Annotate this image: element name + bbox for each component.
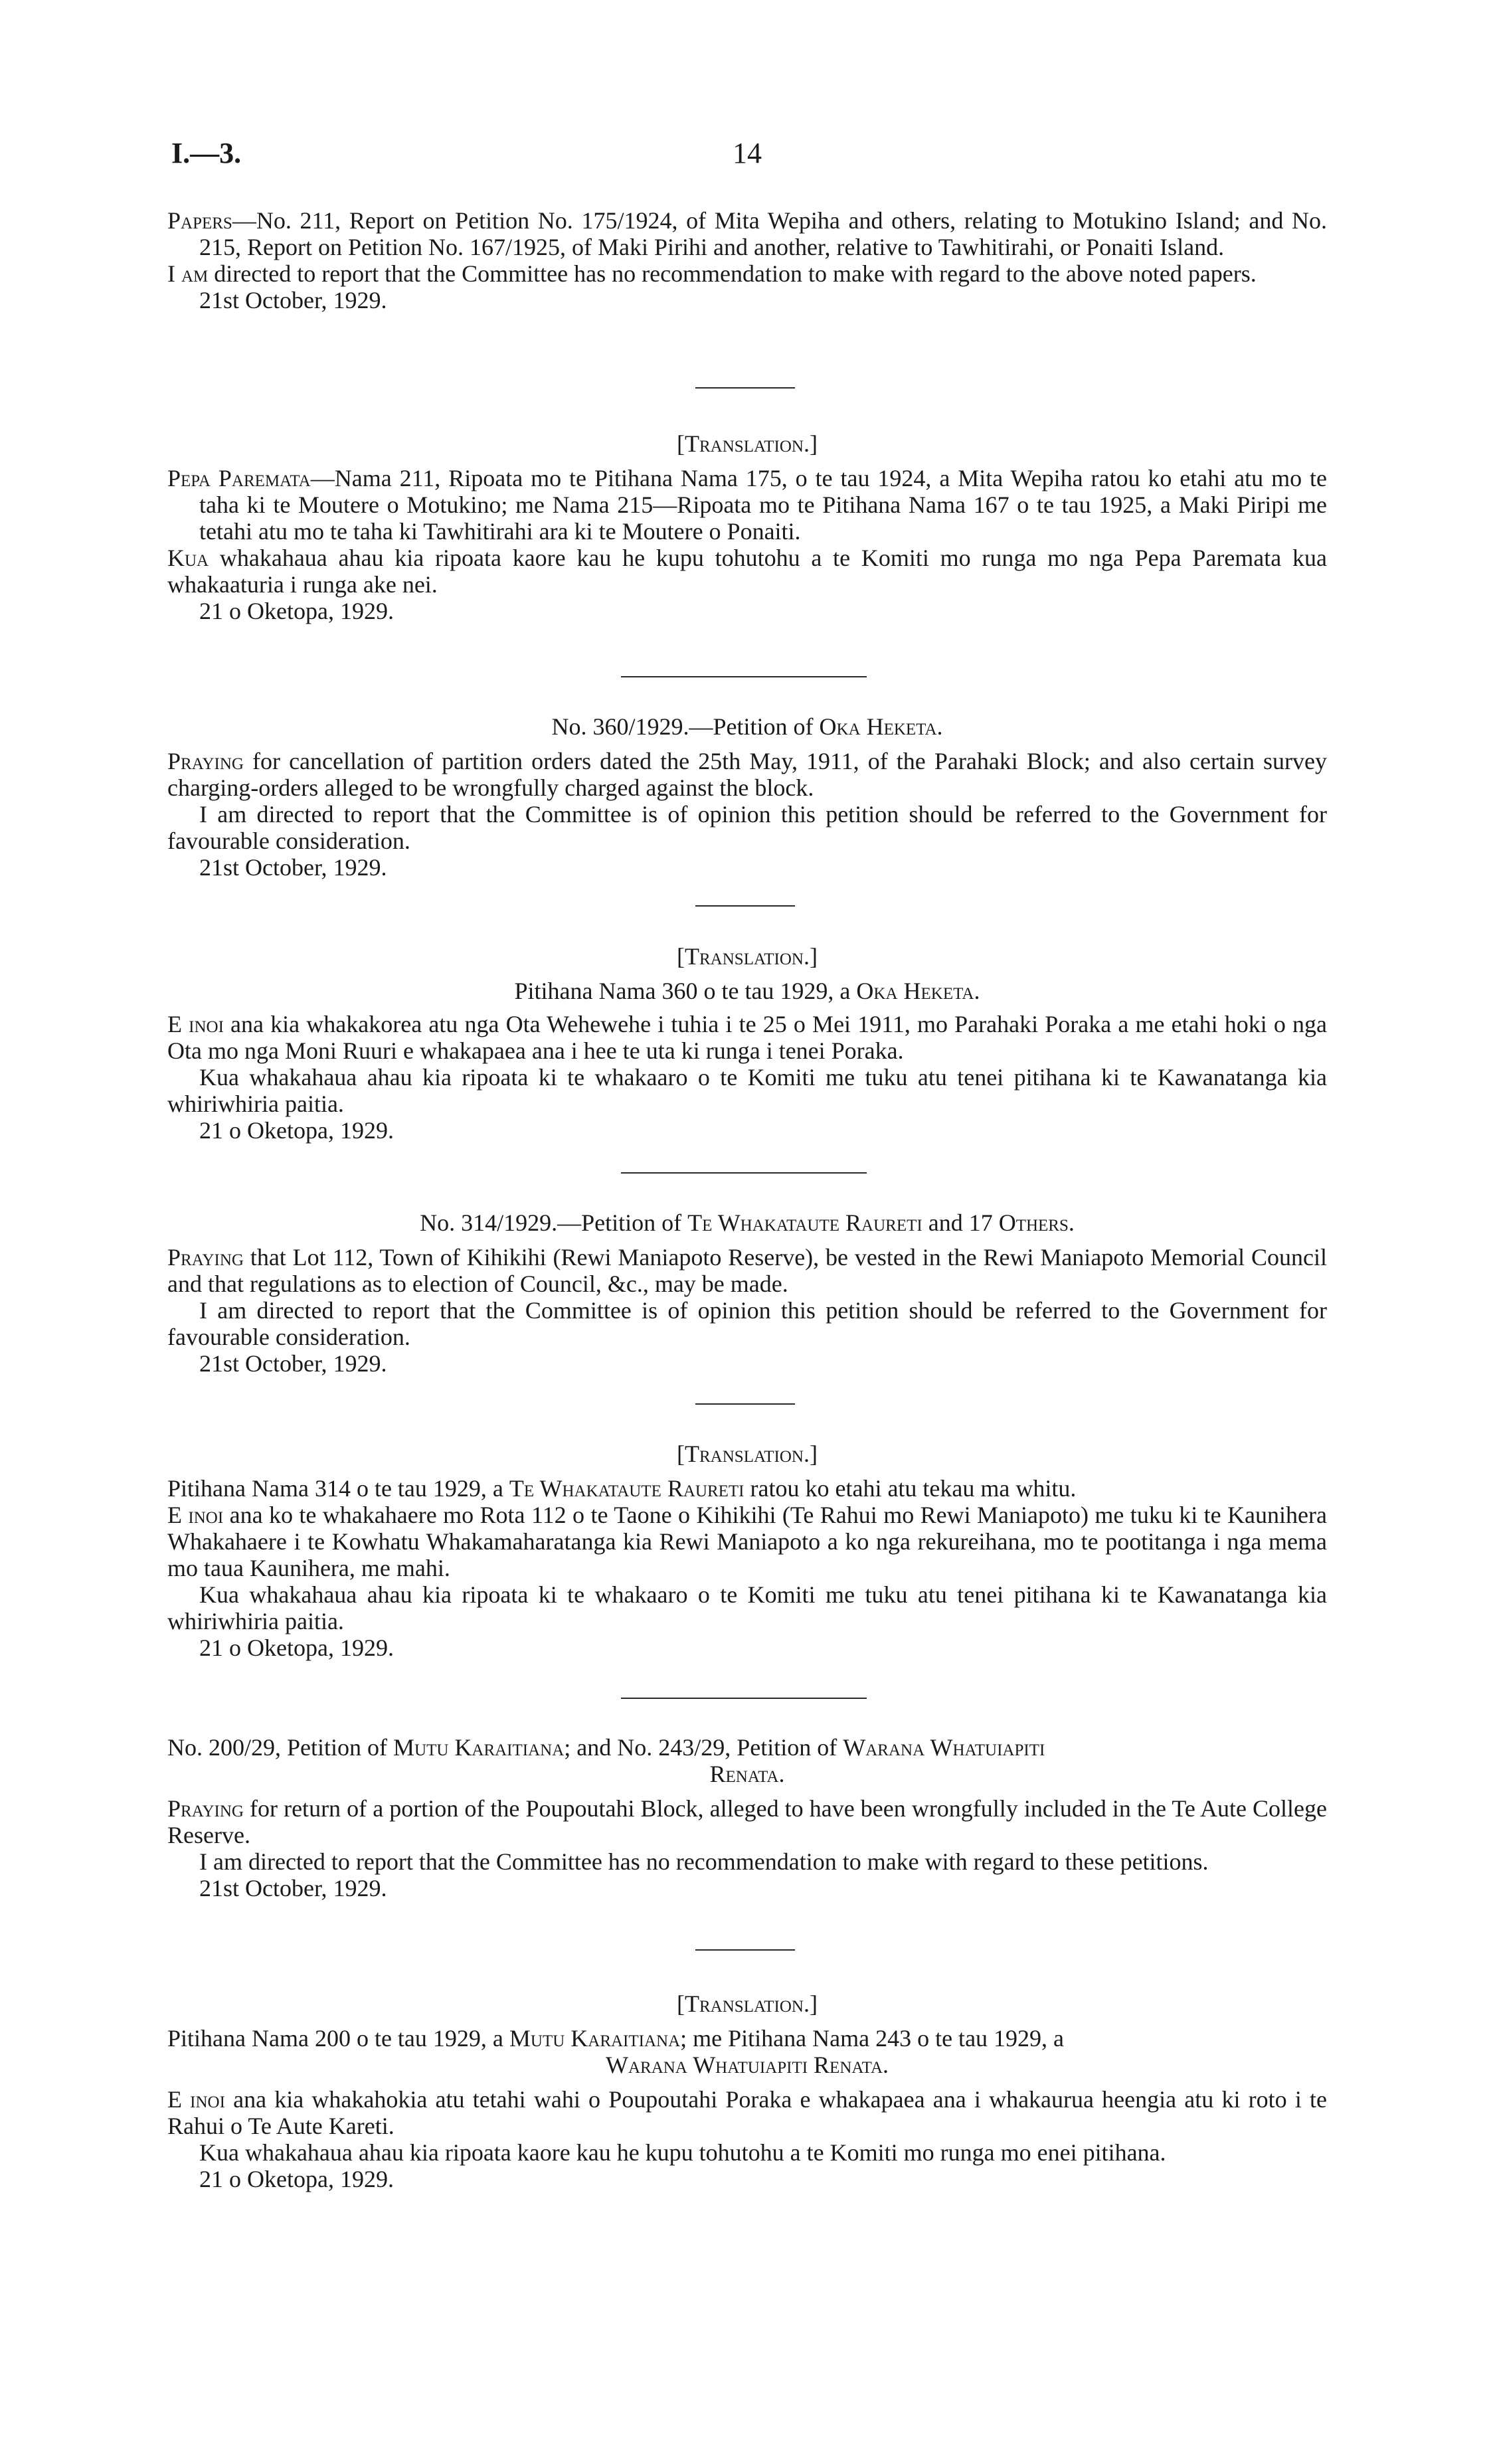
section-divider bbox=[621, 1172, 867, 1174]
section-divider bbox=[695, 1949, 795, 1951]
petition-title: No. 314/1929.—Petition of Te Whakataute Raureti and 17 Others. bbox=[420, 1209, 1075, 1236]
petition-title-line2: Renata. bbox=[709, 1761, 785, 1787]
praying-paragraph bbox=[167, 1795, 1327, 1848]
translation-paragraph bbox=[167, 2086, 1327, 2139]
translation-title: Pitihana Nama 360 o te tau 1929, a Oka Heketa. bbox=[514, 978, 980, 1004]
paragraph-text: —No. 211, Report on Petition No. 175/1924, of Mita Wepiha and others, relating to Motukino Island; and No. 215, Report on Petition No. 167/1925, of Maki Pirihi and another, relative to Tawhitirahi, or Ponaiti Island. bbox=[199, 207, 1327, 260]
translation-title-line2: Warana Whatuiapiti Renata. bbox=[605, 2052, 889, 2078]
translation-report-paragraph: Kua whakahaua ahau kia ripoata kaore kau he kupu tohutohu a te Komiti mo runga mo enei pitihana. bbox=[199, 2139, 1166, 2166]
translation-date: 21 o Oketopa, 1929. bbox=[199, 1634, 394, 1661]
paragraph-text: ana ko te whakahaere mo Rota 112 o te Taone o Kihikihi (Te Rahui mo Rewi Maniapoto) me tuku ki te Kaunihera Whakahaere i te Kowhatu Whakamaharatanga kia Rewi Maniapoto a ko nga rekureihana, mo te pootitanga i nga mema mo taua Kaunihera, me mahi. bbox=[167, 1502, 1327, 1581]
translation-date: 21 o Oketopa, 1929. bbox=[199, 1117, 394, 1144]
report-paragraph: I am directed to report that the Committee has no recommendation to make with regard to these petitions. bbox=[199, 1848, 1209, 1875]
lead-word: I am bbox=[167, 260, 209, 287]
document-reference: I.—3. bbox=[171, 137, 242, 169]
lead-word: E inoi bbox=[167, 1502, 224, 1528]
petition-title: No. 200/29, Petition of Mutu Karaitiana; and No. 243/29, Petition of Warana Whatuiapiti bbox=[167, 1734, 1045, 1761]
translation-title: Pitihana Nama 200 o te tau 1929, a Mutu Karaitiana; me Pitihana Nama 243 o te tau 1929, a bbox=[167, 2025, 1065, 2052]
translation-paragraph bbox=[167, 465, 1327, 545]
petitioner-name: Te Whakataute Raureti bbox=[687, 1209, 922, 1236]
paragraph-text: —Nama 211, Ripoata mo te Pitihana Nama 175, o te tau 1924, a Mita Wepiha ratou ko etahi atu mo te taha ki te Moutere o Motukino; me Nama 215—Ripoata mo te Pitihana Nama 167 o te tau 1925, a Maki Piripi me tetahi atu mo te taha ki Tawhitirahi ara ki te Moutere o Ponaiti. bbox=[199, 465, 1328, 545]
papers-paragraph bbox=[167, 207, 1327, 260]
petition-title: No. 360/1929.—Petition of Oka Heketa. bbox=[551, 713, 943, 740]
section-divider bbox=[621, 676, 867, 677]
section-petition-314 bbox=[167, 1209, 1327, 1377]
section-translation-360 bbox=[167, 943, 1327, 1144]
lead-word: Papers bbox=[167, 207, 232, 234]
section-translation-papers bbox=[167, 430, 1327, 624]
translation-date: 21 o Oketopa, 1929. bbox=[199, 598, 394, 624]
page-number: 14 bbox=[733, 137, 762, 169]
report-paragraph: I am directed to report that the Committee is of opinion this petition should be referred to the Government for favourable consideration. bbox=[167, 801, 1327, 854]
paragraph-text: for return of a portion of the Poupoutahi Block, alleged to have been wrongfully included in the Te Aute College Reserve. bbox=[167, 1795, 1327, 1848]
lead-word: Praying bbox=[167, 748, 244, 774]
section-petition-360 bbox=[167, 713, 1327, 881]
section-divider bbox=[695, 905, 795, 907]
translation-paragraph bbox=[167, 1502, 1327, 1581]
translation-report-paragraph: Kua whakahaua ahau kia ripoata ki te whakaaro o te Komiti me tuku atu tenei pitihana ki te Kawanatanga kia whiriwhiria paitia. bbox=[167, 1064, 1327, 1117]
lead-word: Kua bbox=[167, 545, 209, 571]
section-divider bbox=[695, 387, 795, 389]
section-petition-200-243 bbox=[167, 1734, 1327, 1901]
translation-heading: [Translation.] bbox=[677, 430, 818, 457]
translation-title: Pitihana Nama 314 o te tau 1929, a Te Whakataute Raureti ratou ko etahi atu tekau ma whitu. bbox=[167, 1475, 1077, 1502]
translation-heading: [Translation.] bbox=[677, 1990, 818, 2017]
report-date: 21st October, 1929. bbox=[199, 287, 387, 313]
praying-paragraph bbox=[167, 748, 1327, 801]
report-paragraph: I am directed to report that the Committee is of opinion this petition should be referred to the Government for favourable consideration. bbox=[167, 1297, 1327, 1350]
section-translation-200-243 bbox=[167, 1990, 1327, 2192]
section-divider bbox=[621, 1698, 867, 1699]
lead-word: Praying bbox=[167, 1244, 244, 1271]
lead-word: E inoi bbox=[167, 1011, 224, 1037]
section-translation-314 bbox=[167, 1441, 1327, 1661]
paragraph-text: that Lot 112, Town of Kihikihi (Rewi Maniapoto Reserve), be vested in the Rewi Maniapoto Memorial Council and that regulations as to election of Council, &c., may be made. bbox=[167, 1244, 1327, 1297]
petitioner-name: Warana Whatuiapiti bbox=[843, 1734, 1045, 1761]
lead-word: Praying bbox=[167, 1795, 244, 1822]
report-date: 21st October, 1929. bbox=[199, 1350, 387, 1377]
petitioner-name: Mutu Karaitiana bbox=[393, 1734, 565, 1761]
paragraph-text: ana kia whakakorea atu nga Ota Wehewehe i tuhia i te 25 o Mei 1911, mo Parahaki Poraka a me etahi hoki o nga Ota mo nga Moni Ruuri e whakapaea ana i hee te uta ki runga i tenei Poraka. bbox=[167, 1011, 1328, 1064]
paragraph-text: whakahaua ahau kia ripoata kaore kau he kupu tohutohu a te Komiti mo runga mo nga Pepa Paremata kua whakaaturia i runga ake nei. bbox=[167, 545, 1327, 598]
section-papers-211-215 bbox=[167, 207, 1327, 313]
praying-paragraph bbox=[167, 1244, 1327, 1297]
translation-heading: [Translation.] bbox=[677, 943, 818, 970]
translation-report-paragraph: Kua whakahaua ahau kia ripoata ki te whakaaro o te Komiti me tuku atu tenei pitihana ki te Kawanatanga kia whiriwhiria paitia. bbox=[167, 1581, 1327, 1634]
report-paragraph bbox=[167, 260, 1327, 287]
paragraph-text: ana kia whakahokia atu tetahi wahi o Poupoutahi Poraka e whakapaea ana i whakaurua heengia atu ki roto i te Rahui o Te Aute Kareti. bbox=[167, 2086, 1327, 2139]
lead-word: Pepa Paremata bbox=[167, 465, 311, 491]
report-date: 21st October, 1929. bbox=[199, 854, 387, 881]
lead-word: E inoi bbox=[167, 2086, 225, 2113]
petitioner-name: Te Whakataute Raureti bbox=[509, 1475, 745, 1502]
translation-paragraph bbox=[167, 1011, 1327, 1064]
petitioner-name: Oka Heketa bbox=[819, 713, 937, 740]
petitioner-name: Mutu Karaitiana bbox=[509, 2025, 681, 2052]
section-divider bbox=[695, 1403, 795, 1405]
translation-heading: [Translation.] bbox=[677, 1441, 818, 1467]
report-date: 21st October, 1929. bbox=[199, 1875, 387, 1901]
translation-report-paragraph bbox=[167, 545, 1327, 598]
paragraph-text: for cancellation of partition orders dated the 25th May, 1911, of the Parahaki Block; and also certain survey charging-orders alleged to be wrongfully charged against the block. bbox=[167, 748, 1327, 801]
translation-date: 21 o Oketopa, 1929. bbox=[199, 2166, 394, 2192]
petitioner-name: Oka Heketa bbox=[856, 978, 974, 1004]
paragraph-text: directed to report that the Committee has no recommendation to make with regard to the above noted papers. bbox=[208, 260, 1257, 287]
